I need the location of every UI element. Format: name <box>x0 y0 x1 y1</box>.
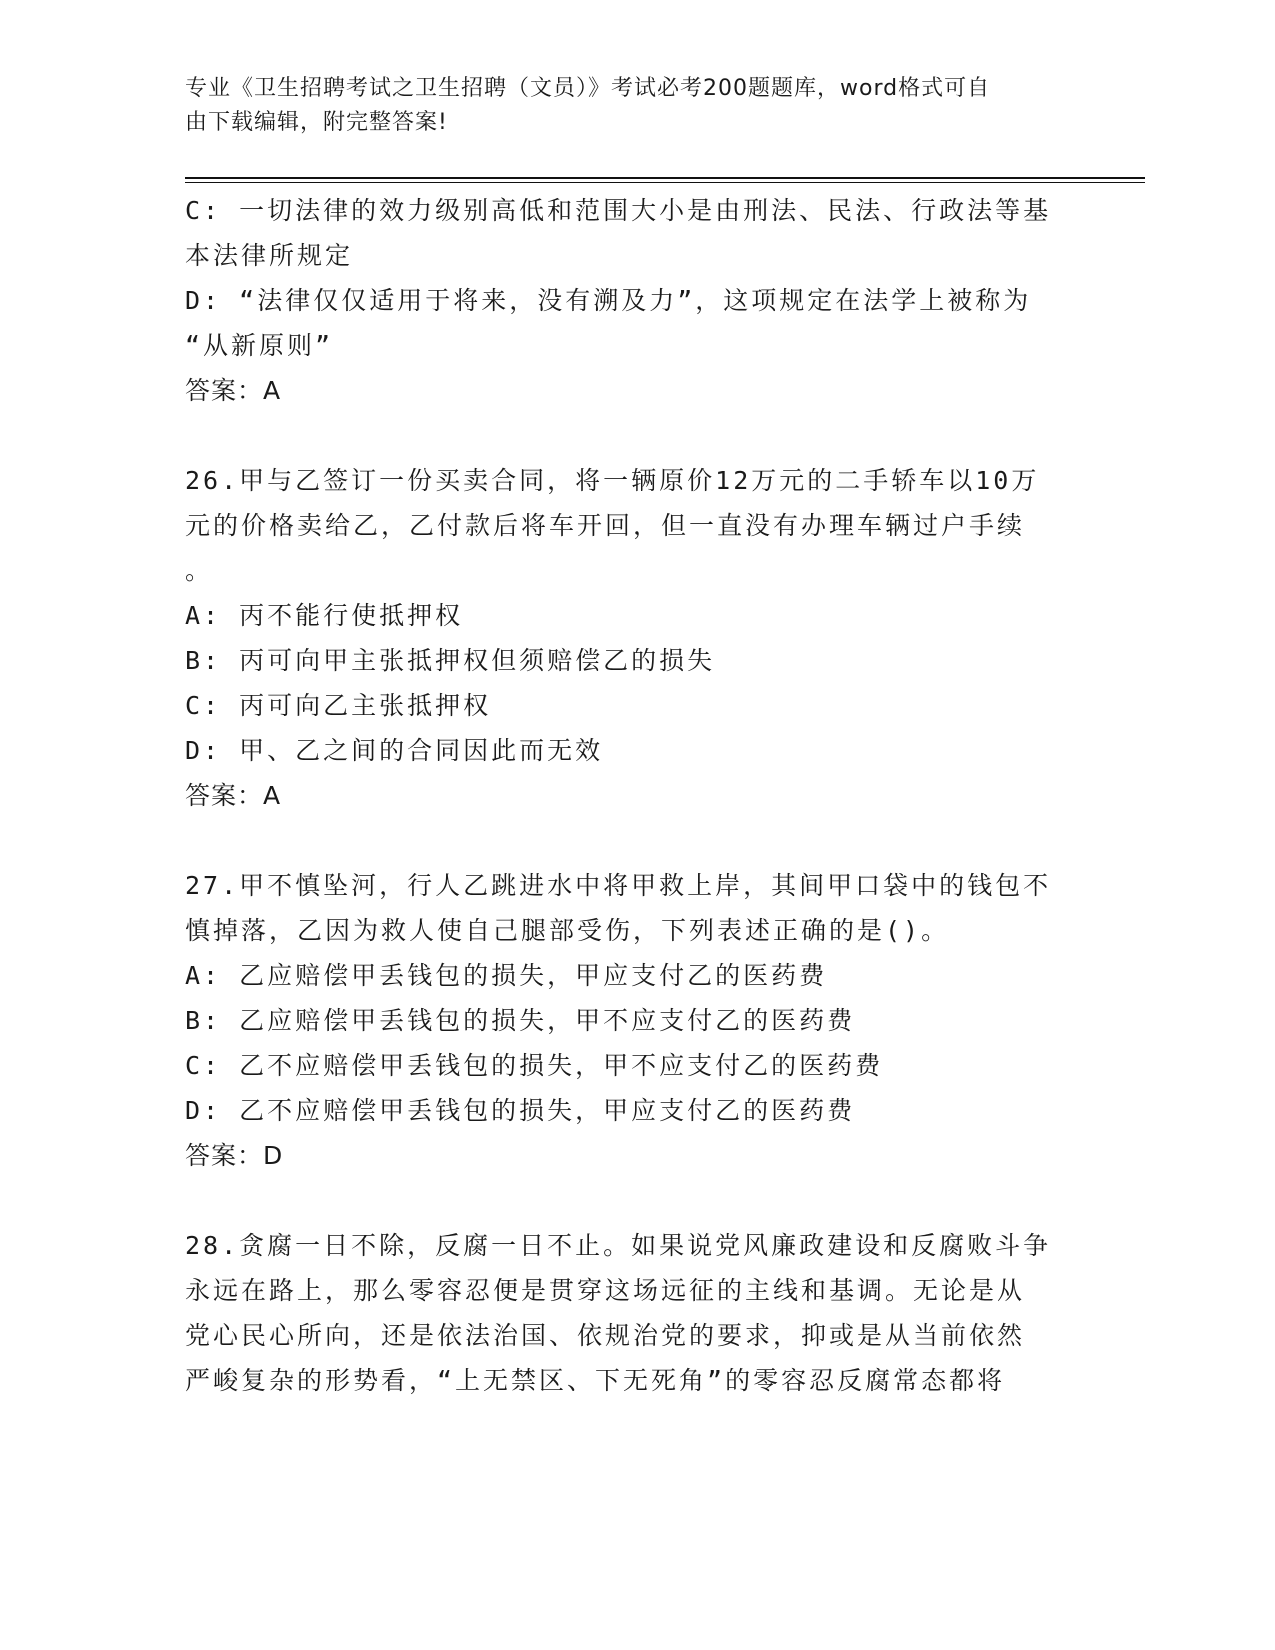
question-stem-line-4: 严峻复杂的形势看，“上无禁区、下无死角”的零容忍反腐常态都将 <box>185 1366 1006 1395</box>
option-d: D: 乙不应赔偿甲丢钱包的损失，甲应支付乙的医药费 <box>185 1096 856 1125</box>
question-25-tail <box>185 188 1085 413</box>
question-stem-line-3: 党心民心所向，还是依法治国、依规治党的要求，抑或是从当前依然 <box>185 1321 1026 1350</box>
header-divider-thick <box>185 177 1145 179</box>
question-stem-line-1: 28.贪腐一日不除，反腐一日不止。如果说党风廉政建设和反腐败斗争 <box>185 1231 1052 1260</box>
header-line-2: 由下载编辑，附完整答案! <box>185 110 448 135</box>
spacer <box>185 818 1085 863</box>
option-d-line-1: D: “法律仅仅适用于将来，没有溯及力”，这项规定在法学上被称为 <box>185 286 1032 315</box>
option-c-line-1: C: 一切法律的效力级别高低和范围大小是由刑法、民法、行政法等基 <box>185 196 1052 225</box>
option-c: C: 乙不应赔偿甲丢钱包的损失，甲不应支付乙的医药费 <box>185 1051 884 1080</box>
option-b: B: 乙应赔偿甲丢钱包的损失，甲不应支付乙的医药费 <box>185 1006 856 1035</box>
answer-label: 答案：A <box>185 781 282 810</box>
option-c-line-2: 本法律所规定 <box>185 241 354 270</box>
option-b: B: 丙可向甲主张抵押权但须赔偿乙的损失 <box>185 646 716 675</box>
question-27 <box>185 863 1085 1178</box>
spacer <box>185 413 1085 458</box>
question-28 <box>185 1223 1085 1403</box>
page-header <box>185 72 1065 140</box>
question-stem-line-1: 27.甲不慎坠河，行人乙跳进水中将甲救上岸，其间甲口袋中的钱包不 <box>185 871 1052 900</box>
option-d-line-2: “从新原则” <box>185 331 334 360</box>
option-d: D: 甲、乙之间的合同因此而无效 <box>185 736 604 765</box>
option-a: A: 乙应赔偿甲丢钱包的损失，甲应支付乙的医药费 <box>185 961 828 990</box>
header-line-1: 专业《卫生招聘考试之卫生招聘（文员）》考试必考200题题库，word格式可自 <box>185 76 991 101</box>
option-a: A: 丙不能行使抵押权 <box>185 601 464 630</box>
answer-label: 答案：D <box>185 1141 284 1170</box>
header-divider-thin <box>185 182 1145 183</box>
question-stem-line-1: 26.甲与乙签订一份买卖合同，将一辆原价12万元的二手轿车以10万 <box>185 466 1040 495</box>
option-c: C: 丙可向乙主张抵押权 <box>185 691 492 720</box>
question-26 <box>185 458 1085 818</box>
question-stem-line-2: 慎掉落，乙因为救人使自己腿部受伤，下列表述正确的是()。 <box>185 916 950 945</box>
question-stem-line-3: 。 <box>185 556 214 585</box>
question-stem-line-2: 元的价格卖给乙，乙付款后将车开回，但一直没有办理车辆过户手续 <box>185 511 1026 540</box>
document-body <box>185 188 1085 1403</box>
spacer <box>185 1178 1085 1223</box>
answer-label: 答案：A <box>185 376 282 405</box>
question-stem-line-2: 永远在路上，那么零容忍便是贯穿这场远征的主线和基调。无论是从 <box>185 1276 1026 1305</box>
